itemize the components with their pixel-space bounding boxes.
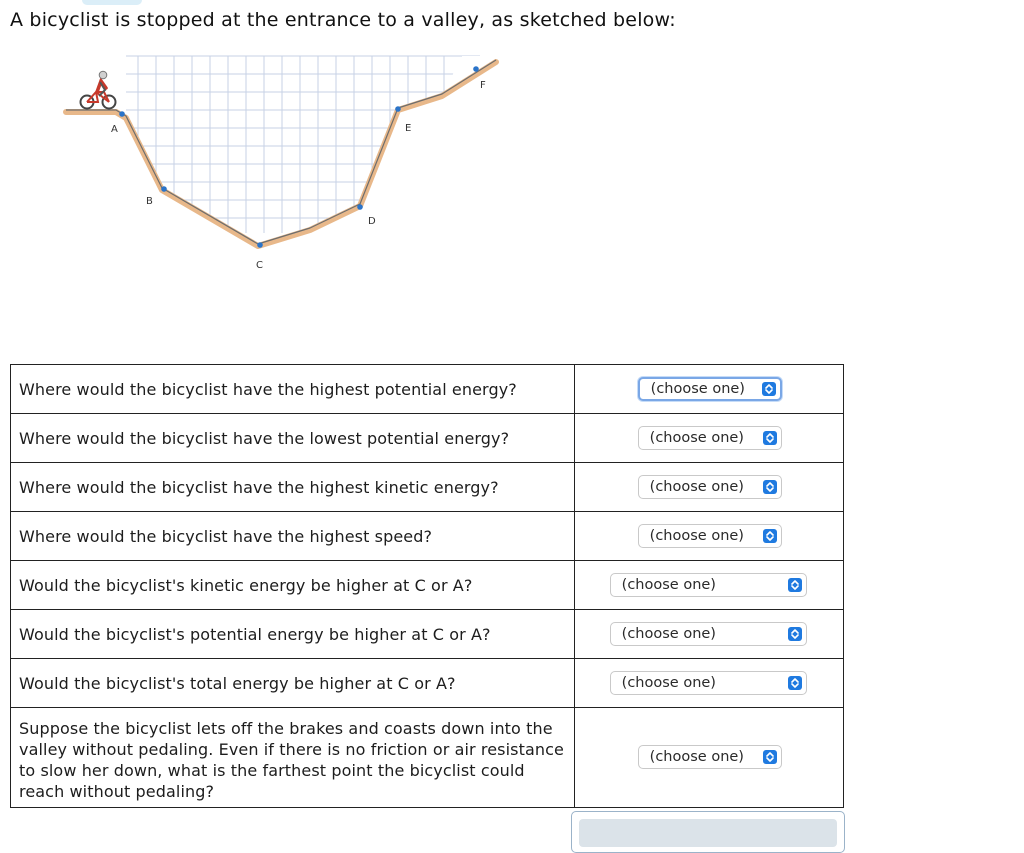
chevron-updown-icon [788, 627, 802, 641]
question-text: Would the bicyclist's kinetic energy be higher at C or A? [11, 561, 575, 610]
answer-cell [574, 365, 843, 414]
answer-select[interactable] [610, 622, 807, 646]
answer-cell [574, 659, 843, 708]
answer-select-value: (choose one) [650, 381, 745, 397]
answer-select[interactable] [638, 475, 782, 499]
answer-cell [574, 463, 843, 512]
action-panel [571, 811, 845, 853]
answer-select[interactable] [638, 426, 782, 450]
question-row [11, 610, 844, 659]
question-text: Where would the bicyclist have the highest kinetic energy? [11, 463, 575, 512]
answer-select[interactable] [638, 524, 782, 548]
question-row [11, 512, 844, 561]
question-text: Where would the bicyclist have the lowest potential energy? [11, 414, 575, 463]
question-row [11, 365, 844, 414]
point-label-f: F [480, 80, 486, 91]
answer-cell [574, 512, 843, 561]
top-tab-decoration [82, 0, 142, 5]
questions-table [10, 364, 844, 808]
answer-select-value: (choose one) [621, 675, 716, 691]
question-row [11, 708, 844, 808]
question-text: Where would the bicyclist have the highest potential energy? [11, 365, 575, 414]
answer-select-value: (choose one) [649, 528, 744, 544]
question-row [11, 463, 844, 512]
chevron-updown-icon [763, 431, 777, 445]
answer-select[interactable] [638, 745, 782, 769]
answer-cell [574, 708, 843, 808]
chevron-updown-icon [763, 529, 777, 543]
chevron-updown-icon [788, 676, 802, 690]
answer-select-value: (choose one) [649, 430, 744, 446]
question-row [11, 561, 844, 610]
answer-select[interactable] [610, 671, 807, 695]
answer-select-value: (choose one) [621, 626, 716, 642]
valley-diagram [60, 48, 500, 278]
answer-cell [574, 561, 843, 610]
answer-select-value: (choose one) [621, 577, 716, 593]
chevron-updown-icon [763, 480, 777, 494]
answer-cell [574, 414, 843, 463]
point-label-a: A [111, 124, 118, 135]
answer-select[interactable] [610, 573, 807, 597]
chevron-updown-icon [788, 578, 802, 592]
question-row [11, 659, 844, 708]
point-label-b: B [146, 196, 153, 207]
chevron-updown-icon [763, 750, 777, 764]
action-button[interactable] [579, 819, 837, 847]
point-label-d: D [368, 216, 376, 227]
question-text: Where would the bicyclist have the highest speed? [11, 512, 575, 561]
answer-select-value: (choose one) [649, 479, 744, 495]
answer-select-value: (choose one) [649, 749, 744, 765]
answer-cell [574, 610, 843, 659]
point-label-c: C [256, 260, 263, 271]
answer-select[interactable] [638, 377, 782, 401]
question-text: Suppose the bicyclist lets off the brakes and coasts down into the valley without pedaling. Even if there is no friction or air resistance to slow her down, what is the farthest point the bicyclist could reach without pedaling? [11, 708, 575, 808]
question-row [11, 414, 844, 463]
question-text: Would the bicyclist's total energy be higher at C or A? [11, 659, 575, 708]
valley-figure [60, 48, 500, 278]
chevron-updown-icon [762, 382, 776, 396]
question-text: Would the bicyclist's potential energy be higher at C or A? [11, 610, 575, 659]
point-label-e: E [405, 123, 412, 134]
intro-text: A bicyclist is stopped at the entrance to a valley, as sketched below: [10, 9, 676, 31]
